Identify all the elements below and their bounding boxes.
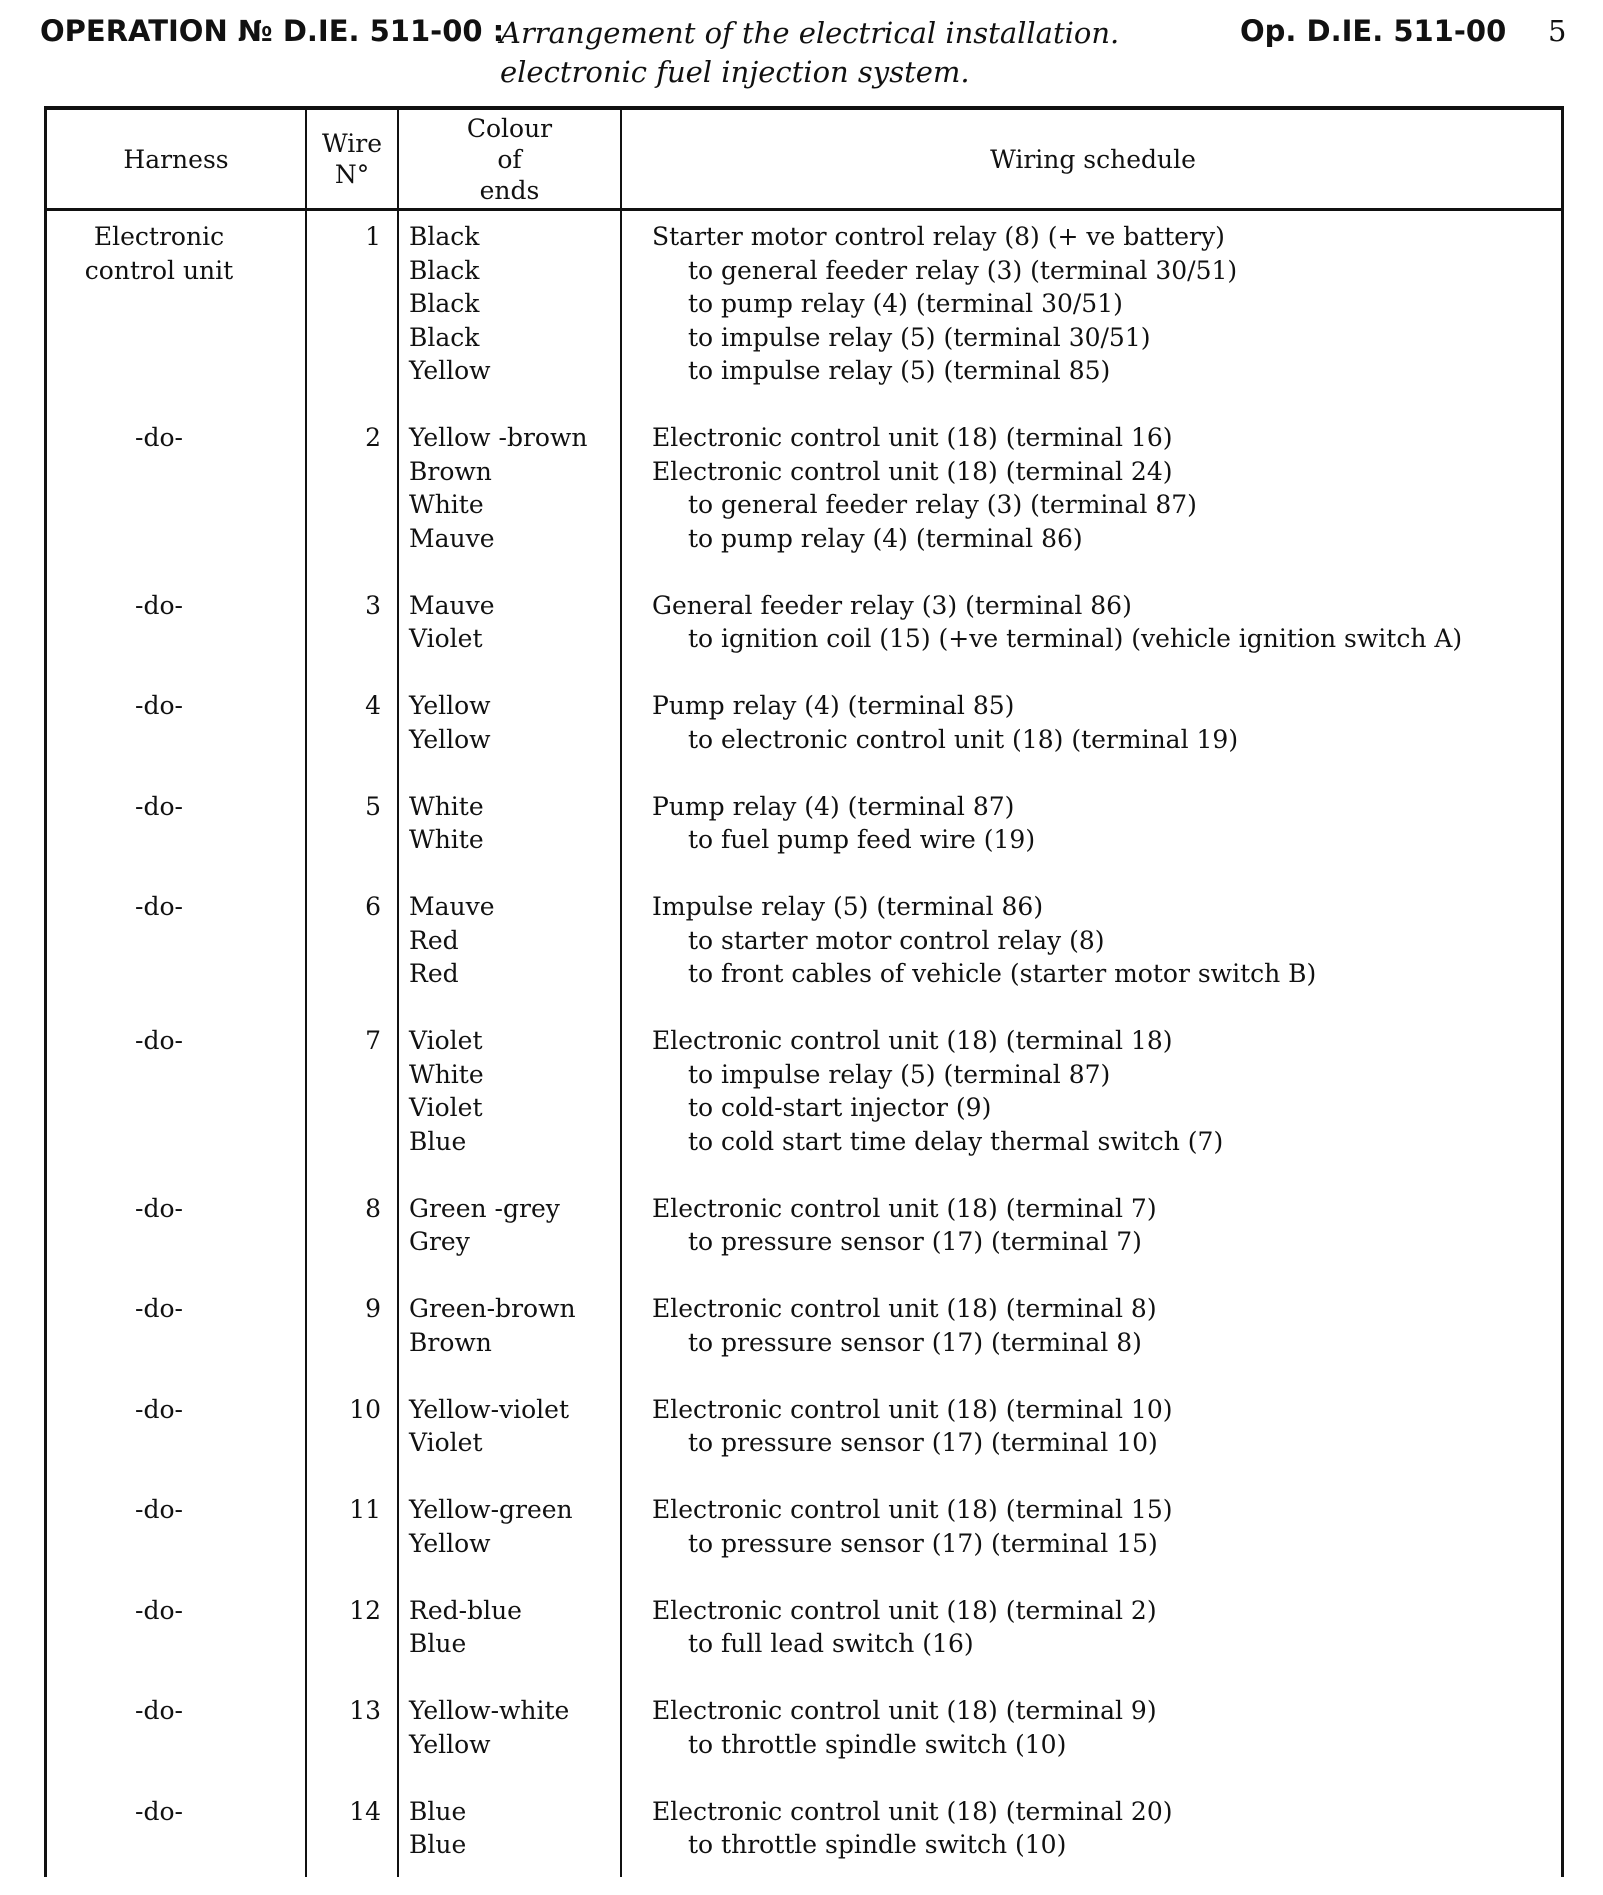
- colour-text: Blue: [409, 1830, 467, 1859]
- header-of-label: of: [497, 144, 522, 174]
- schedule-cell: [620, 890, 1561, 991]
- header-schedule-label: Wiring schedule: [990, 144, 1196, 174]
- harness-text: control unit: [84, 255, 234, 285]
- table-row: [47, 421, 1561, 555]
- colour-text: Blue: [409, 1629, 467, 1658]
- header-ends-label: ends: [479, 175, 540, 205]
- colour-text: Violet: [409, 624, 483, 653]
- operation-subtitle-line2: electronic fuel injection system.: [500, 55, 970, 89]
- header-divider: [47, 208, 1561, 211]
- colour-text: Yellow: [409, 1729, 491, 1759]
- wire-number-cell: 4: [365, 691, 381, 720]
- colour-text: Red-blue: [409, 1595, 522, 1625]
- schedule-text: to pressure sensor (17) (terminal 10): [688, 1428, 1158, 1457]
- schedule-text: Electronic control unit (18) (terminal 8): [652, 1294, 1157, 1323]
- colour-text: Brown: [409, 1327, 492, 1357]
- colour-cell: [397, 1024, 620, 1158]
- table-row: [47, 589, 1561, 656]
- colour-text: Yellow: [409, 356, 491, 385]
- schedule-text: Electronic control unit (18) (terminal 7): [652, 1193, 1157, 1223]
- schedule-cell: [620, 1292, 1561, 1359]
- colour-text: White: [409, 1059, 484, 1089]
- header-harness: [47, 110, 305, 208]
- colour-cell: [397, 689, 620, 756]
- schedule-cell: [620, 1493, 1561, 1560]
- table-row: [47, 220, 1561, 388]
- operation-reference: Op. D.IE. 511-00: [1240, 14, 1507, 48]
- harness-cell: [47, 1795, 305, 1862]
- operation-number: OPERATION № D.IE. 511-00 :: [40, 14, 505, 48]
- wire-number-cell: 9: [365, 1294, 381, 1323]
- header-colour-label: Colour: [466, 113, 553, 143]
- schedule-text: to pressure sensor (17) (terminal 8): [688, 1327, 1142, 1357]
- schedule-text: to electronic control unit (18) (terminal 19): [688, 724, 1239, 754]
- harness-text: -do-: [135, 1026, 183, 1055]
- colour-text: Yellow: [409, 691, 491, 720]
- harness-cell: [47, 589, 305, 656]
- schedule-text: to pressure sensor (17) (terminal 7): [688, 1227, 1142, 1256]
- schedule-text: Electronic control unit (18) (terminal 24): [652, 456, 1173, 486]
- colour-cell: [397, 1393, 620, 1460]
- schedule-text: Electronic control unit (18) (terminal 10): [652, 1394, 1173, 1424]
- colour-text: Blue: [409, 1126, 467, 1156]
- table-body: [47, 220, 1561, 1895]
- wire-number-cell: 2: [365, 423, 381, 452]
- table-row: [47, 1493, 1561, 1560]
- schedule-text: Pump relay (4) (terminal 87): [652, 791, 1015, 821]
- wire-number-cell: 14: [349, 1796, 381, 1826]
- schedule-text: Electronic control unit (18) (terminal 2): [652, 1595, 1157, 1625]
- operation-subtitle-line1: Arrangement of the electrical installation.: [500, 16, 1120, 50]
- harness-cell: [47, 1493, 305, 1560]
- colour-text: Brown: [409, 456, 492, 486]
- colour-cell: [397, 220, 620, 388]
- header-wire-no: [307, 110, 397, 208]
- schedule-cell: [620, 1694, 1561, 1761]
- harness-text: -do-: [135, 590, 183, 620]
- harness-text: -do-: [135, 791, 183, 821]
- schedule-text: Electronic control unit (18) (terminal 18): [652, 1026, 1173, 1055]
- schedule-text: to fuel pump feed wire (19): [688, 825, 1036, 854]
- harness-cell: [47, 1694, 305, 1761]
- wire-number-cell: 11: [349, 1495, 381, 1524]
- colour-text: Black: [409, 289, 480, 318]
- harness-cell: [47, 1192, 305, 1259]
- schedule-text: Electronic control unit (18) (terminal 9): [652, 1696, 1157, 1725]
- colour-text: Mauve: [409, 523, 495, 553]
- colour-cell: [397, 890, 620, 991]
- table-row: [47, 1393, 1561, 1460]
- header-wire-label: Wire: [322, 129, 382, 158]
- harness-text: -do-: [135, 1595, 183, 1625]
- harness-text: -do-: [135, 1394, 183, 1424]
- schedule-cell: [620, 589, 1561, 656]
- harness-text: -do-: [135, 691, 183, 720]
- schedule-text: Pump relay (4) (terminal 85): [652, 691, 1015, 720]
- page-number: 5: [1548, 14, 1567, 48]
- schedule-text: Impulse relay (5) (terminal 86): [652, 892, 1044, 921]
- wire-number-cell: 8: [365, 1193, 381, 1223]
- schedule-cell: [620, 1024, 1561, 1158]
- harness-text: -do-: [135, 1193, 183, 1223]
- colour-text: Grey: [409, 1227, 470, 1256]
- colour-cell: [397, 1493, 620, 1560]
- harness-text: -do-: [135, 1796, 183, 1826]
- header-harness-label: Harness: [123, 144, 229, 174]
- schedule-text: General feeder relay (3) (terminal 86): [652, 590, 1132, 620]
- harness-text: -do-: [135, 892, 183, 921]
- schedule-cell: [620, 1594, 1561, 1661]
- schedule-cell: [620, 421, 1561, 555]
- harness-cell: [47, 689, 305, 756]
- colour-text: Yellow: [409, 1528, 491, 1558]
- harness-text: -do-: [135, 1495, 183, 1524]
- schedule-cell: [620, 1393, 1561, 1460]
- schedule-text: to general feeder relay (3) (terminal 30/51): [688, 255, 1238, 285]
- schedule-text: to pump relay (4) (terminal 30/51): [688, 289, 1123, 318]
- schedule-text: to impulse relay (5) (terminal 30/51): [688, 322, 1151, 352]
- table-row: [47, 1192, 1561, 1259]
- colour-cell: [397, 1694, 620, 1761]
- colour-text: White: [409, 791, 484, 821]
- schedule-text: to pressure sensor (17) (terminal 15): [688, 1528, 1158, 1558]
- colour-text: Yellow: [409, 724, 491, 754]
- harness-cell: [47, 790, 305, 857]
- colour-text: Green-brown: [409, 1294, 576, 1323]
- table-row: [47, 1694, 1561, 1761]
- colour-text: Yellow-white: [409, 1696, 570, 1725]
- colour-cell: [397, 589, 620, 656]
- colour-text: Yellow -brown: [409, 423, 588, 452]
- schedule-text: to starter motor control relay (8): [688, 925, 1105, 955]
- colour-cell: [397, 1292, 620, 1359]
- schedule-text: Electronic control unit (18) (terminal 15): [652, 1495, 1173, 1524]
- wire-number-cell: 12: [349, 1595, 381, 1625]
- page-header: [40, 12, 1570, 92]
- schedule-text: to general feeder relay (3) (terminal 87): [688, 490, 1197, 519]
- colour-text: White: [409, 490, 484, 519]
- schedule-text: Starter motor control relay (8) (+ ve battery): [652, 222, 1225, 251]
- colour-text: Yellow-green: [409, 1495, 573, 1524]
- colour-text: Yellow-violet: [409, 1394, 570, 1424]
- colour-text: Blue: [409, 1796, 467, 1826]
- schedule-text: to pump relay (4) (terminal 86): [688, 523, 1083, 553]
- colour-cell: [397, 790, 620, 857]
- colour-text: Green -grey: [409, 1193, 560, 1223]
- colour-text: Black: [409, 222, 480, 251]
- schedule-text: to front cables of vehicle (starter motor switch B): [688, 959, 1317, 988]
- schedule-text: to throttle spindle switch (10): [688, 1729, 1067, 1759]
- harness-cell: [47, 1594, 305, 1661]
- wire-number-cell: 7: [365, 1026, 381, 1055]
- schedule-text: to cold-start injector (9): [688, 1093, 992, 1122]
- colour-text: Red: [409, 925, 459, 955]
- schedule-text: to throttle spindle switch (10): [688, 1830, 1067, 1859]
- colour-text: Mauve: [409, 590, 495, 620]
- wire-number-cell: 3: [365, 590, 381, 620]
- colour-text: Black: [409, 322, 480, 352]
- wiring-table: [44, 106, 1564, 1877]
- colour-cell: [397, 1594, 620, 1661]
- schedule-cell: [620, 220, 1561, 388]
- table-row: [47, 1594, 1561, 1661]
- schedule-cell: [620, 1192, 1561, 1259]
- colour-text: Violet: [409, 1093, 483, 1122]
- colour-cell: [397, 421, 620, 555]
- schedule-text: to impulse relay (5) (terminal 87): [688, 1059, 1111, 1089]
- header-colour-of-ends: [399, 110, 620, 208]
- schedule-text: Electronic control unit (18) (terminal 16): [652, 423, 1173, 452]
- wire-number-cell: 1: [365, 222, 381, 251]
- table-row: [47, 1024, 1561, 1158]
- table-header: [47, 110, 1561, 208]
- harness-cell: [47, 1393, 305, 1460]
- table-row: [47, 1795, 1561, 1862]
- harness-cell: [47, 421, 305, 555]
- schedule-cell: [620, 689, 1561, 756]
- colour-text: Black: [409, 255, 480, 285]
- schedule-text: to impulse relay (5) (terminal 85): [688, 356, 1111, 385]
- colour-cell: [397, 1795, 620, 1862]
- harness-text: -do-: [135, 423, 183, 452]
- wire-number-cell: 5: [365, 791, 381, 821]
- table-row: [47, 890, 1561, 991]
- table-row: [47, 689, 1561, 756]
- harness-cell: [47, 890, 305, 991]
- header-no-label: N°: [334, 160, 370, 189]
- harness-text: -do-: [135, 1294, 183, 1323]
- colour-text: Red: [409, 959, 459, 988]
- wire-number-cell: 6: [365, 892, 381, 921]
- colour-cell: [397, 1192, 620, 1259]
- harness-cell: [47, 1292, 305, 1359]
- schedule-text: to ignition coil (15) (+ve terminal) (vehicle ignition switch A): [688, 624, 1463, 653]
- colour-text: Mauve: [409, 892, 495, 921]
- schedule-text: Electronic control unit (18) (terminal 20): [652, 1796, 1173, 1826]
- harness-text: Electronic: [93, 222, 225, 251]
- colour-text: Violet: [409, 1026, 483, 1055]
- table-row: [47, 790, 1561, 857]
- schedule-cell: [620, 790, 1561, 857]
- harness-text: -do-: [135, 1696, 183, 1725]
- schedule-text: to full lead switch (16): [688, 1629, 974, 1658]
- colour-text: White: [409, 825, 484, 854]
- schedule-cell: [620, 1795, 1561, 1862]
- harness-cell: [47, 220, 305, 388]
- wire-number-cell: 13: [349, 1696, 381, 1725]
- table-row: [47, 1292, 1561, 1359]
- schedule-text: to cold start time delay thermal switch (7): [688, 1126, 1224, 1156]
- wire-number-cell: 10: [349, 1394, 381, 1424]
- colour-text: Violet: [409, 1428, 483, 1457]
- harness-cell: [47, 1024, 305, 1158]
- header-wiring-schedule: [622, 110, 1564, 208]
